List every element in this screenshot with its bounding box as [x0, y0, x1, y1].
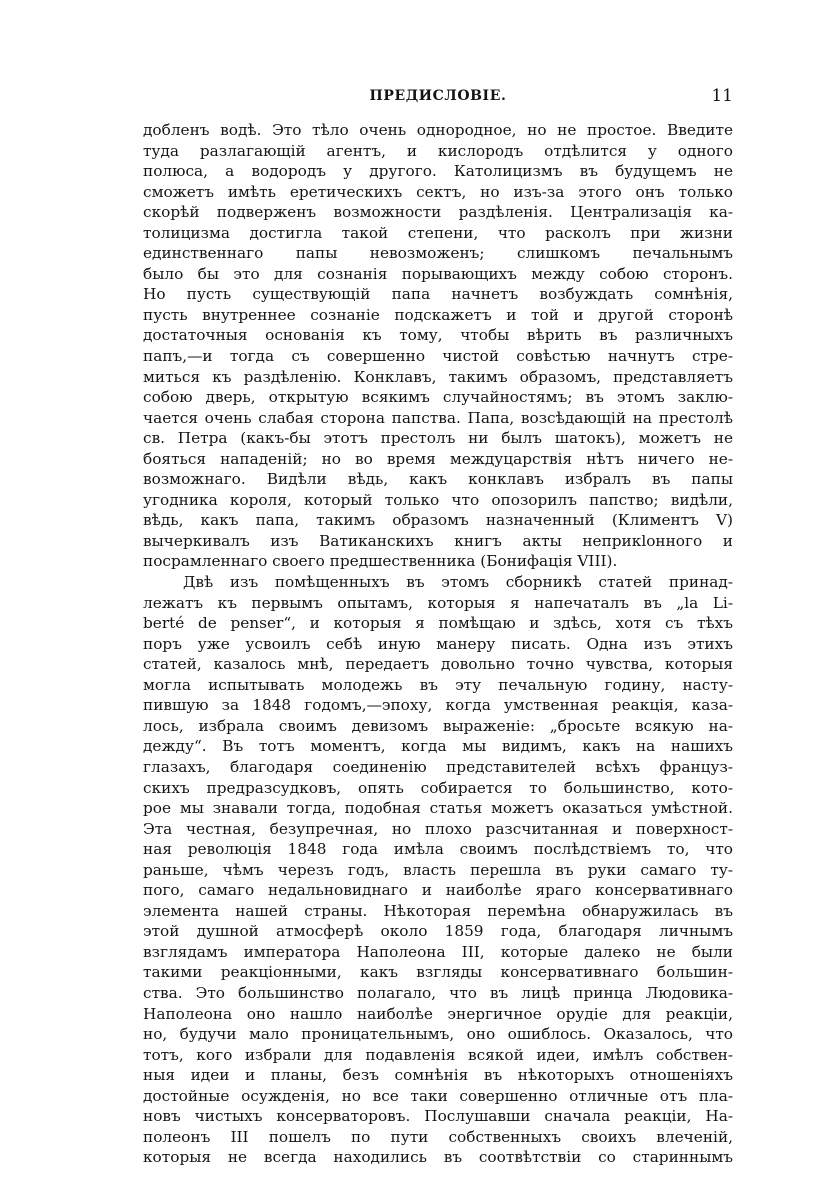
text-line: Но пусть существующій папа начнетъ возбуждать сомнѣнія, — [143, 285, 733, 304]
text-line: вѣдь, какъ папа, такимъ образомъ назначенный (Климентъ V) — [143, 511, 733, 530]
text-line: ства. Это большинство полагало, что въ лицѣ принца Людовика- — [143, 983, 733, 1002]
text-line: могла испытывать молодежь въ эту печальную годину, насту- — [143, 675, 733, 694]
text-line: сможетъ имѣть еретическихъ сектъ, но изъ-за этого онъ только — [143, 182, 733, 201]
text-line: ныя идеи и планы, безъ сомнѣнія въ нѣкоторыхъ отношеніяхъ — [143, 1066, 733, 1085]
text-line: рое мы знавали тогда, подобная статья можетъ оказаться умѣстной. — [143, 799, 733, 818]
text-line: скорѣй подверженъ возможности раздѣленія. Централизація ка- — [143, 203, 733, 222]
text-line: собою дверь, открытую всякимъ случайностямъ; въ этомъ заклю- — [143, 388, 733, 407]
text-line: посрамленнаго своего предшественника (Бонифація VIII). — [143, 552, 618, 571]
text-line: полюса, а водородъ у другого. Католицизмъ въ будущемъ не — [143, 162, 733, 181]
running-head-title: ПРЕДИСЛОВІЕ. — [369, 88, 507, 104]
text-line: ная революція 1848 года имѣла своимъ послѣдствіемъ то, что — [143, 840, 733, 859]
paragraph — [143, 120, 733, 572]
text-line: угодника короля, который только что опозорилъ папство; видѣли, — [143, 490, 733, 509]
text-line: папъ,—и тогда съ совершенно чистой совѣстью начнутъ стре- — [143, 347, 733, 366]
text-line: поръ уже усвоилъ себѣ иную манеру писать. Одна изъ этихъ — [143, 634, 733, 653]
text-line: чается очень слабая сторона папства. Папа, возсѣдающій на престолѣ — [143, 408, 733, 427]
text-line: лежатъ къ первымъ опытамъ, которыя я напечаталъ въ „la Li- — [143, 593, 733, 612]
text-line: добленъ водѣ. Это тѣло очень однородное, но не простое. Введите — [143, 121, 733, 139]
text-line: скихъ предразсудковъ, опять собирается то большинство, кото- — [143, 778, 733, 797]
text-line: тотъ, кого избрали для подавленія всякой идеи, имѣлъ собствен- — [143, 1045, 733, 1064]
text-line: возможнаго. Видѣли вѣдь, какъ конклавъ избралъ въ папы — [143, 470, 733, 489]
paragraph — [143, 572, 733, 1168]
text-line: которыя не всегда находились въ соотвѣтствіи со стариннымъ — [143, 1148, 733, 1167]
text-line: пого, самаго недальновиднаго и наиболѣе яраго консервативнаго — [143, 881, 733, 900]
page-number: 11 — [711, 86, 733, 106]
text-line: св. Петра (какъ-бы этотъ престолъ ни былъ шатокъ), можетъ не — [143, 429, 733, 448]
text-line: такими реакціонными, какъ взгляды консервативнаго большин- — [143, 963, 733, 982]
running-head — [143, 86, 733, 108]
text-line: новъ чистыхъ консерваторовъ. Послушавши сначала реакціи, На- — [143, 1107, 733, 1126]
text-line: лось, избрала своимъ девизомъ выраженіе: „бросьте всякую на- — [143, 716, 733, 735]
text-line: этой душной атмосферѣ около 1859 года, благодаря личнымъ — [143, 922, 733, 941]
text-line: бояться нападеній; но во время междуцарствія нѣтъ ничего не- — [143, 449, 733, 468]
text-line: полеонъ III пошелъ по пути собственныхъ своихъ влеченій, — [143, 1127, 733, 1146]
text-line: Двѣ изъ помѣщенныхъ въ этомъ сборникѣ статей принад- — [183, 573, 733, 592]
text-line: berté de penser“, и которыя я помѣщаю и здѣсь, хотя съ тѣхъ — [143, 614, 733, 633]
text-line: раньше, чѣмъ черезъ годъ, власть перешла въ руки самаго ту- — [143, 860, 733, 879]
text-line: но, будучи мало проницательнымъ, оно ошиблось. Оказалось, что — [143, 1025, 733, 1044]
text-line: достойные осужденія, но все таки совершенно отличные отъ пла- — [143, 1086, 733, 1105]
text-line: толицизма достигла такой степени, что расколъ при жизни — [143, 223, 733, 242]
body-text — [143, 120, 733, 1168]
book-page — [143, 86, 733, 1168]
text-line: глазахъ, благодаря соединенію представителей всѣхъ француз- — [143, 757, 733, 776]
text-line: пусть внутреннее сознаніе подскажетъ и той и другой сторонѣ — [143, 305, 733, 324]
text-line: единственнаго папы невозможенъ; слишкомъ печальнымъ — [143, 244, 733, 263]
text-line: элемента нашей страны. Нѣкоторая перемѣна обнаружилась въ — [143, 901, 733, 920]
text-line: было бы это для сознанія порывающихъ между собою сторонъ. — [143, 264, 733, 283]
text-line: дежду“. Въ тотъ моментъ, когда мы видимъ, какъ на нашихъ — [143, 737, 733, 756]
text-line: Эта честная, безупречная, но плохо разсчитанная и поверхност- — [143, 819, 733, 838]
text-line: туда разлагающій агентъ, и кислородъ отдѣлится у одного — [143, 141, 733, 160]
text-line: взглядамъ императора Наполеона III, которые далеко не были — [143, 942, 733, 961]
text-line: Наполеона оно нашло наиболѣе энергичное орудіе для реакціи, — [143, 1004, 733, 1023]
text-line: пившую за 1848 годомъ,—эпоху, когда умственная реакція, каза- — [143, 696, 733, 715]
text-line: вычеркивалъ изъ Ватиканскихъ книгъ акты неприкlонного и — [143, 531, 733, 550]
text-line: достаточныя основанія къ тому, чтобы вѣрить въ различныхъ — [143, 326, 733, 345]
text-line: миться къ раздѣленію. Конклавъ, такимъ образомъ, представляетъ — [143, 367, 733, 386]
text-line: статей, казалось мнѣ, передаетъ довольно точно чувства, которыя — [143, 655, 733, 674]
